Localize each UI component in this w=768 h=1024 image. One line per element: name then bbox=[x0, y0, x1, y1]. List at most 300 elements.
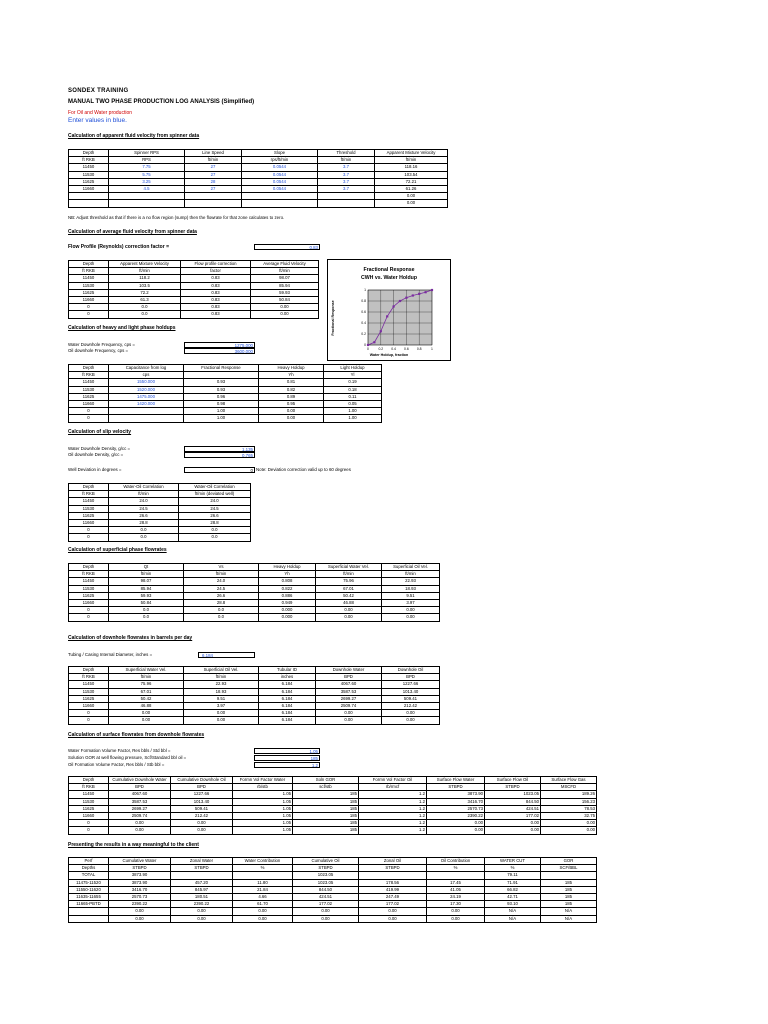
table-cell: TOTAL bbox=[69, 872, 109, 879]
table-cell: ft/min bbox=[251, 268, 319, 275]
solution-gor-input[interactable]: 185 bbox=[254, 755, 320, 761]
table-cell: N/A bbox=[541, 908, 597, 915]
table-cell: 103.54 bbox=[375, 171, 448, 178]
table-cell: N/A bbox=[485, 915, 541, 922]
table-cell[interactable]: 3.7 bbox=[318, 185, 375, 192]
table-cell: 0.00 bbox=[375, 200, 448, 207]
table-cell: 11450 bbox=[69, 164, 109, 171]
table-cell: ft RKB bbox=[69, 491, 109, 498]
downhole-flowrates-table bbox=[68, 666, 440, 725]
table-cell: 2699.27 bbox=[109, 805, 171, 812]
table-header-row bbox=[69, 261, 319, 268]
table-cell[interactable]: 4.5 bbox=[109, 185, 185, 192]
table-cell: 41.05 bbox=[427, 886, 485, 893]
chart-x-tick-label: 0.2 bbox=[378, 347, 384, 351]
table-cell: Cumulative Downhole Water bbox=[109, 777, 171, 784]
table-cell[interactable]: 3.7 bbox=[318, 171, 375, 178]
table-cell: 0.00 bbox=[171, 908, 233, 915]
table-cell: Line Speed bbox=[185, 150, 242, 157]
table-cell: 6.184 bbox=[259, 695, 316, 702]
table-row bbox=[69, 688, 440, 695]
table-row bbox=[69, 408, 382, 415]
table-cell: 0.00 bbox=[184, 710, 259, 717]
table-cell: 0.0 bbox=[184, 607, 259, 614]
table-cell: 50.84 bbox=[109, 599, 184, 606]
fractional-response-chart bbox=[327, 259, 451, 361]
table-cell: STBPD bbox=[171, 865, 233, 872]
table-cell bbox=[69, 908, 109, 915]
table-row bbox=[69, 695, 440, 702]
chart-y-tick-label: 0 bbox=[364, 343, 366, 348]
table-cell: Yl bbox=[324, 372, 382, 379]
table-cell[interactable]: 1420.000 bbox=[109, 400, 184, 407]
table-cell: 3587.53 bbox=[316, 688, 382, 695]
table-cell: 61.70 bbox=[233, 901, 293, 908]
table-cell: 11450 bbox=[69, 681, 109, 688]
table-cell: 1.00 bbox=[324, 415, 382, 422]
table-cell: Superficial Water Vel. bbox=[109, 667, 184, 674]
table-row bbox=[69, 400, 382, 407]
table-cell: 61.26 bbox=[375, 185, 448, 192]
table-cell: SCF/BBL bbox=[541, 865, 597, 872]
table-cell[interactable]: 7.75 bbox=[109, 164, 185, 171]
table-cell: 0.0 bbox=[109, 534, 179, 541]
table-cell: 24.5 bbox=[179, 505, 251, 512]
table-cell: 0.00 bbox=[109, 915, 171, 922]
table-cell: BPD bbox=[316, 674, 382, 681]
table-cell: ft RKB bbox=[69, 674, 109, 681]
table-cell: 98.07 bbox=[109, 578, 184, 585]
table-cell[interactable] bbox=[109, 193, 185, 200]
table-cell: 0.00 bbox=[293, 915, 359, 922]
table-cell: 93.10 bbox=[485, 901, 541, 908]
fractional-response-plot bbox=[328, 260, 450, 360]
table-cell[interactable]: 0.0544 bbox=[242, 178, 318, 185]
table-row bbox=[69, 498, 251, 505]
table-cell bbox=[233, 872, 293, 879]
table-cell bbox=[69, 915, 109, 922]
table-row bbox=[69, 820, 597, 827]
table-row bbox=[69, 886, 597, 893]
table-cell: 0.00 bbox=[109, 908, 171, 915]
table-cell: 1227.66 bbox=[171, 791, 233, 798]
table-cell bbox=[171, 872, 233, 879]
table-row bbox=[69, 282, 319, 289]
table-cell[interactable]: 1550.000 bbox=[109, 379, 184, 386]
table-cell: 424.51 bbox=[485, 805, 541, 812]
table-cell: STBPD bbox=[109, 865, 171, 872]
table-cell: 0.0 bbox=[179, 527, 251, 534]
table-cell: MSCFD bbox=[541, 784, 597, 791]
table-cell: 0.0 bbox=[109, 304, 181, 311]
water-density-input[interactable]: 1.135 bbox=[184, 446, 255, 452]
table-cell: Downhole Oil bbox=[382, 667, 440, 674]
table-cell: 0.00 bbox=[427, 820, 485, 827]
table-cell: 189.26 bbox=[541, 791, 597, 798]
table-cell: 0 bbox=[69, 717, 109, 724]
table-cell: 11625 bbox=[69, 805, 109, 812]
table-cell: 0.00 bbox=[109, 710, 184, 717]
section-title-results: Presenting the results in a way meaningful to the client bbox=[68, 842, 199, 848]
table-cell: 11450 bbox=[69, 379, 109, 386]
surface-flowrates-table bbox=[68, 776, 597, 835]
table-cell: 11450 bbox=[69, 578, 109, 585]
table-cell: 24.0 bbox=[184, 578, 259, 585]
table-header-row bbox=[69, 777, 597, 784]
table-cell[interactable] bbox=[318, 200, 375, 207]
table-cell: 66.82 bbox=[485, 886, 541, 893]
table-cell: 6.184 bbox=[259, 710, 316, 717]
table-row bbox=[69, 527, 251, 534]
table-row bbox=[69, 393, 382, 400]
table-cell: 1013.40 bbox=[171, 798, 233, 805]
table-cell: Formn Vol Factor Water bbox=[233, 777, 293, 784]
table-cell: 1.00 bbox=[324, 408, 382, 415]
table-cell: Depth bbox=[69, 777, 109, 784]
table-cell bbox=[184, 372, 259, 379]
table-cell: 0.00 bbox=[171, 915, 233, 922]
table-cell: 0.00 bbox=[171, 827, 233, 834]
table-cell: 75.96 bbox=[316, 578, 382, 585]
table-cell[interactable]: 1520.000 bbox=[109, 386, 184, 393]
table-cell bbox=[69, 200, 109, 207]
chart-x-axis-label: Water Holdup, fraction bbox=[369, 353, 409, 357]
chart-data-point bbox=[412, 294, 414, 296]
table-cell: 0.83 bbox=[181, 311, 251, 318]
section-title-holdups: Calculation of heavy and light phase holdups bbox=[68, 325, 176, 331]
table-cell: 185 bbox=[293, 791, 359, 798]
table-header-row bbox=[69, 667, 440, 674]
table-cell: 0.00 bbox=[316, 710, 382, 717]
table-row bbox=[69, 710, 440, 717]
table-cell: Cumulative Water bbox=[109, 858, 171, 865]
table-units-row bbox=[69, 784, 597, 791]
table-cell: 17.45 bbox=[427, 879, 485, 886]
table-header-row bbox=[69, 365, 382, 372]
table-cell: Superficial Oil Vel. bbox=[382, 564, 440, 571]
table-cell: 28.8 bbox=[109, 519, 179, 526]
average-velocity-table bbox=[68, 260, 319, 319]
table-cell: factor bbox=[181, 268, 251, 275]
water-frequency-input[interactable]: 1275.000 bbox=[184, 342, 255, 348]
table-cell: 0.0 bbox=[109, 527, 179, 534]
table-cell bbox=[427, 872, 485, 879]
table-cell: ft/min (deviated well) bbox=[179, 491, 251, 498]
table-cell[interactable] bbox=[318, 193, 375, 200]
table-cell: 11530 bbox=[69, 688, 109, 695]
table-cell: Surface Flow Oil bbox=[485, 777, 541, 784]
water-frequency-label: Water Downhole Frequency, cps = bbox=[68, 342, 135, 347]
table-cell: 2570.73 bbox=[109, 893, 171, 900]
chart-plot-area bbox=[361, 288, 433, 351]
table-row bbox=[69, 585, 440, 592]
table-cell: 11660 bbox=[69, 185, 109, 192]
table-cell: 26.6 bbox=[109, 512, 179, 519]
table-cell: 0 bbox=[69, 614, 109, 621]
table-cell[interactable]: 28 bbox=[185, 178, 242, 185]
table-cell[interactable]: 27 bbox=[185, 164, 242, 171]
table-cell: 2390.22 bbox=[171, 901, 233, 908]
table-cell[interactable]: 5.75 bbox=[109, 171, 185, 178]
table-cell: % bbox=[485, 865, 541, 872]
section-title-average-velocity: Calculation of average fluid velocity from spinner data bbox=[68, 229, 197, 235]
table-cell: 21.84 bbox=[233, 886, 293, 893]
section-title-slip-velocity: Calculation of slip velocity bbox=[68, 429, 132, 435]
table-cell: 3416.70 bbox=[109, 886, 171, 893]
table-cell[interactable]: 27 bbox=[185, 171, 242, 178]
water-fvf-input[interactable]: 1.05 bbox=[254, 748, 320, 754]
table-cell: rb/rmcf bbox=[359, 784, 427, 791]
oil-frequency-input[interactable]: 3600.000 bbox=[184, 348, 255, 354]
table-cell bbox=[541, 872, 597, 879]
table-cell: 178.56 bbox=[359, 879, 427, 886]
table-cell: Spinner RPS bbox=[109, 150, 185, 157]
table-row bbox=[69, 812, 597, 819]
oil-density-input[interactable]: 0.765 bbox=[184, 452, 255, 458]
table-row bbox=[69, 289, 319, 296]
table-cell: 0.00 bbox=[382, 710, 440, 717]
table-cell[interactable] bbox=[109, 200, 185, 207]
oil-density-label: Oil downhole Density, g/cc = bbox=[68, 452, 124, 457]
table-cell: ft/min bbox=[316, 571, 382, 578]
table-cell: 0.98 bbox=[184, 400, 259, 407]
table-cell: 1.2 bbox=[359, 812, 427, 819]
table-cell: 32.75 bbox=[541, 812, 597, 819]
table-cell: Capacitance from log bbox=[109, 365, 184, 372]
table-cell: 71.91 bbox=[485, 879, 541, 886]
table-cell: scf/stb bbox=[293, 784, 359, 791]
chart-data-point bbox=[367, 344, 369, 346]
table-cell: 0.00 bbox=[375, 193, 448, 200]
table-cell[interactable] bbox=[109, 408, 184, 415]
correction-factor-input[interactable]: 0.83 bbox=[254, 244, 320, 250]
table-cell[interactable] bbox=[185, 193, 242, 200]
table-cell: 11625 bbox=[69, 393, 109, 400]
table-cell: 1.2 bbox=[359, 820, 427, 827]
table-cell: 2509.74 bbox=[109, 812, 171, 819]
table-cell: ft RKB bbox=[69, 571, 109, 578]
table-cell: 11625 bbox=[69, 695, 109, 702]
table-cell: % bbox=[233, 865, 293, 872]
company-name: SONDEX TRAINING bbox=[68, 88, 129, 94]
table-cell: Tubular ID bbox=[259, 667, 316, 674]
table-row bbox=[69, 901, 597, 908]
table-cell: Water-Oil Correlation bbox=[179, 484, 251, 491]
table-cell: 28.8 bbox=[179, 519, 251, 526]
table-cell[interactable]: 27 bbox=[185, 185, 242, 192]
section-title-apparent-velocity: Calculation of apparent fluid velocity from spinner data bbox=[68, 133, 200, 139]
water-fvf-label: Water Formation Volume Factor, Res bbls / Std bbl = bbox=[68, 748, 171, 753]
table-cell: Depth bbox=[69, 667, 109, 674]
table-row bbox=[69, 791, 597, 798]
table-row bbox=[69, 702, 440, 709]
chart-y-tick-label: 0.6 bbox=[361, 310, 366, 315]
table-cell: 11660 bbox=[69, 702, 109, 709]
table-cell: 11660 bbox=[69, 400, 109, 407]
table-cell[interactable] bbox=[109, 415, 184, 422]
table-row bbox=[69, 296, 319, 303]
table-cell: 2699.27 bbox=[316, 695, 382, 702]
table-cell: 46.88 bbox=[316, 599, 382, 606]
table-cell[interactable]: 3.7 bbox=[318, 178, 375, 185]
table-cell: Surface Flow Gas bbox=[541, 777, 597, 784]
page-title: MANUAL TWO PHASE PRODUCTION LOG ANALYSIS (Simplified) bbox=[68, 99, 255, 105]
table-cell: 0.00 bbox=[359, 908, 427, 915]
table-cell: 0.00 bbox=[382, 717, 440, 724]
section-title-downhole: Calculation of downhole flowrates in barrels per day bbox=[68, 635, 193, 641]
table-cell: 0.83 bbox=[181, 275, 251, 282]
table-cell[interactable]: 0.0544 bbox=[242, 164, 318, 171]
table-row bbox=[69, 193, 448, 200]
table-cell: Depth bbox=[69, 564, 109, 571]
table-row bbox=[69, 798, 597, 805]
table-cell[interactable]: 0.0544 bbox=[242, 171, 318, 178]
table-cell[interactable]: 3.25 bbox=[109, 178, 185, 185]
table-cell: 0 bbox=[69, 304, 109, 311]
table-cell: 457.20 bbox=[171, 879, 233, 886]
table-cell: 185 bbox=[293, 798, 359, 805]
table-row bbox=[69, 519, 251, 526]
table-cell: Cumulative Downhole Oil bbox=[171, 777, 233, 784]
table-cell: Apparent Mixture Velocity bbox=[109, 261, 181, 268]
table-row bbox=[69, 614, 440, 621]
table-cell: Surface Flow Water bbox=[427, 777, 485, 784]
table-row bbox=[69, 879, 597, 886]
table-row bbox=[69, 534, 251, 541]
table-units-row bbox=[69, 372, 382, 379]
table-cell: 180.51 bbox=[171, 893, 233, 900]
table-cell: 185 bbox=[541, 893, 597, 900]
chart-x-tick-label: 0.6 bbox=[404, 347, 409, 351]
table-cell: Formn Vol Factor Oil bbox=[359, 777, 427, 784]
table-units-row bbox=[69, 571, 440, 578]
table-cell: Cumulative Oil bbox=[293, 858, 359, 865]
deviation-note: Note: Deviation correction valid up to 60 degrees bbox=[256, 467, 351, 472]
table-cell: 0.00 bbox=[259, 415, 324, 422]
table-cell: 177.02 bbox=[293, 901, 359, 908]
table-cell: 0.83 bbox=[181, 282, 251, 289]
table-cell: BPD bbox=[171, 784, 233, 791]
table-cell: 0 bbox=[69, 820, 109, 827]
table-cell: 0.00 bbox=[359, 915, 427, 922]
table-cell: ft/min bbox=[109, 674, 184, 681]
table-cell: 0.05 bbox=[324, 400, 382, 407]
table-cell[interactable] bbox=[185, 200, 242, 207]
table-cell: 0 bbox=[69, 311, 109, 318]
table-cell: 59.93 bbox=[251, 289, 319, 296]
chart-data-point bbox=[399, 300, 401, 302]
table-cell: Average Fluid Velocity bbox=[251, 261, 319, 268]
table-cell: Oil Contribution bbox=[427, 858, 485, 865]
table-cell[interactable] bbox=[242, 193, 318, 200]
table-cell: STBPD bbox=[293, 865, 359, 872]
table-cell: 9.51 bbox=[382, 592, 440, 599]
chart-x-tick-label: 0.4 bbox=[391, 347, 396, 351]
table-cell: ft/min bbox=[318, 157, 375, 164]
table-cell: cps bbox=[109, 372, 184, 379]
table-cell: 11530 bbox=[69, 585, 109, 592]
table-cell bbox=[69, 193, 109, 200]
table-cell: 0.000 bbox=[259, 607, 316, 614]
table-cell: 61.3 bbox=[109, 296, 181, 303]
table-row bbox=[69, 200, 448, 207]
table-cell: 22.93 bbox=[382, 578, 440, 585]
table-cell: 6.184 bbox=[259, 681, 316, 688]
table-cell: 0.00 bbox=[427, 908, 485, 915]
table-row bbox=[69, 512, 251, 519]
table-cell: Superficial Water Vel. bbox=[316, 564, 382, 571]
table-cell: 24.5 bbox=[184, 585, 259, 592]
table-cell[interactable] bbox=[242, 200, 318, 207]
table-cell: 11475-11520 bbox=[69, 879, 109, 886]
table-cell: 11450 bbox=[69, 498, 109, 505]
table-cell: 11530 bbox=[69, 282, 109, 289]
table-cell: 0.96 bbox=[184, 393, 259, 400]
oil-fvf-input[interactable]: 1.2 bbox=[254, 762, 320, 768]
table-cell: N/A bbox=[541, 915, 597, 922]
table-cell: 1.2 bbox=[359, 791, 427, 798]
chart-data-point bbox=[431, 289, 433, 291]
table-cell[interactable]: 0.0544 bbox=[242, 185, 318, 192]
table-cell[interactable]: 1475.000 bbox=[109, 393, 184, 400]
enter-values-note: Enter values in blue. bbox=[68, 117, 127, 124]
table-cell: ft RKB bbox=[69, 784, 109, 791]
chart-title: Fractional Response bbox=[363, 267, 415, 273]
well-deviation-input[interactable]: 0 bbox=[184, 467, 255, 473]
table-cell: 6.184 bbox=[259, 702, 316, 709]
tubing-id-input[interactable]: 6.184 bbox=[198, 652, 255, 658]
chart-y-tick-label: 1 bbox=[364, 288, 366, 293]
table-cell: 1.05 bbox=[233, 820, 293, 827]
table-cell: 1023.05 bbox=[293, 879, 359, 886]
table-cell: 4.66 bbox=[233, 893, 293, 900]
table-cell[interactable]: 3.7 bbox=[318, 164, 375, 171]
table-cell: 1.2 bbox=[359, 798, 427, 805]
table-cell: 0.00 bbox=[541, 820, 597, 827]
table-cell: 0.886 bbox=[259, 592, 316, 599]
table-cell: 0.00 bbox=[541, 827, 597, 834]
table-cell: 0.00 bbox=[233, 915, 293, 922]
table-cell: 3.97 bbox=[382, 599, 440, 606]
table-cell: 0.00 bbox=[382, 614, 440, 621]
page-subtitle: For Oil and Water production bbox=[68, 110, 133, 116]
chart-x-tick-label: 0 bbox=[367, 347, 369, 351]
table-cell: 2390.22 bbox=[109, 901, 171, 908]
table-cell: ft RKB bbox=[69, 372, 109, 379]
table-row bbox=[69, 681, 440, 688]
table-cell: Depths bbox=[69, 865, 109, 872]
table-cell: 0.00 bbox=[293, 908, 359, 915]
table-cell: 0.11 bbox=[324, 393, 382, 400]
table-cell: 1.05 bbox=[233, 812, 293, 819]
table-cell: 0.822 bbox=[259, 585, 316, 592]
table-cell: 247.49 bbox=[359, 893, 427, 900]
table-cell: 1.2 bbox=[359, 827, 427, 834]
table-cell: 177.02 bbox=[485, 812, 541, 819]
chart-data-point bbox=[380, 330, 382, 332]
table-row bbox=[69, 164, 448, 171]
oil-fvf-label: Oil Formation Volume Factor, Res bbls / Stb bbl = bbox=[68, 762, 165, 767]
table-row bbox=[69, 592, 440, 599]
table-cell: 0 bbox=[69, 408, 109, 415]
table-cell: 0.0 bbox=[109, 607, 184, 614]
table-cell: 0.00 bbox=[184, 717, 259, 724]
table-row bbox=[69, 304, 319, 311]
table-cell: 11660 bbox=[69, 519, 109, 526]
table-cell: Fractional Response bbox=[184, 365, 259, 372]
chart-data-point bbox=[425, 291, 427, 293]
table-cell: 424.51 bbox=[293, 893, 359, 900]
